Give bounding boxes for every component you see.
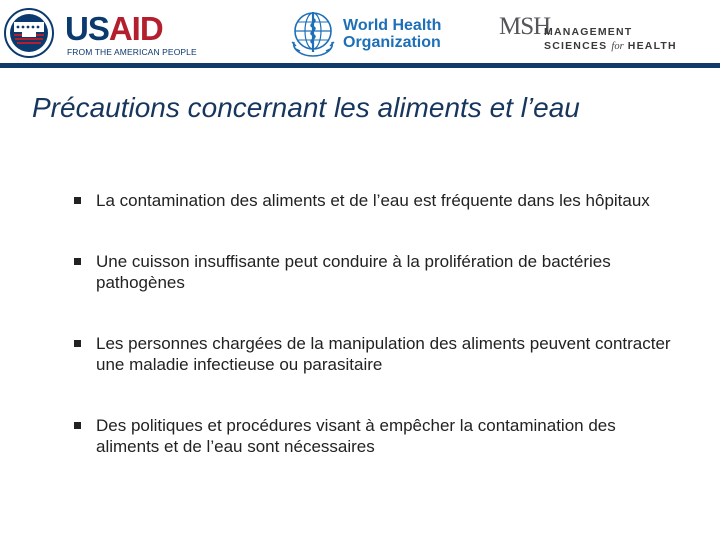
- who-wordmark: [343, 17, 441, 51]
- bullet-text: Une cuisson insuffisante peut conduire à la prolifération de bactéries pathogènes: [96, 252, 611, 292]
- who-wordmark-line2: Organization: [343, 34, 441, 51]
- msh-logo: [499, 12, 699, 56]
- msh-wordmark-line1: MANAGEMENT: [544, 26, 633, 38]
- bullet-item: [72, 415, 672, 457]
- slide-title: Précautions concernant les aliments et l’eau: [32, 92, 580, 123]
- square-bullet-icon: [74, 197, 81, 204]
- header-rule: [0, 63, 720, 68]
- usaid-tagline: FROM THE AMERICAN PEOPLE: [67, 47, 197, 57]
- bullet-text: Des politiques et procédures visant à empêcher la contamination des aliments et de l’eau sont nécessaires: [96, 416, 616, 456]
- usaid-seal-icon: [4, 8, 54, 58]
- bullet-text: Les personnes chargées de la manipulation des aliments peuvent contracter une maladie infectieuse ou parasitaire: [96, 334, 671, 374]
- usaid-wordmark-aid: AID: [108, 10, 163, 47]
- square-bullet-icon: [74, 422, 81, 429]
- square-bullet-icon: [74, 340, 81, 347]
- msh-mark: MSH: [499, 13, 551, 40]
- usaid-logo: [4, 8, 197, 58]
- bullet-item: [72, 251, 672, 293]
- header-logos: [0, 0, 720, 66]
- msh-wordmark-health: HEALTH: [627, 40, 677, 52]
- bullet-item: [72, 190, 672, 211]
- bullet-text: La contamination des aliments et de l’eau est fréquente dans les hôpitaux: [96, 191, 650, 210]
- usaid-wordmark-us: US: [65, 10, 109, 47]
- usaid-wordmark: [65, 12, 163, 45]
- msh-wordmark: [544, 25, 677, 54]
- msh-wordmark-line2: [544, 39, 677, 54]
- square-bullet-icon: [74, 258, 81, 265]
- who-wordmark-line1: World Health: [343, 17, 442, 34]
- who-logo: [288, 8, 448, 60]
- bullet-item: [72, 333, 672, 375]
- who-emblem-icon: [288, 8, 338, 58]
- bullet-list: [72, 190, 672, 497]
- msh-wordmark-sciences: SCIENCES: [544, 40, 608, 52]
- msh-wordmark-for: for: [611, 41, 624, 52]
